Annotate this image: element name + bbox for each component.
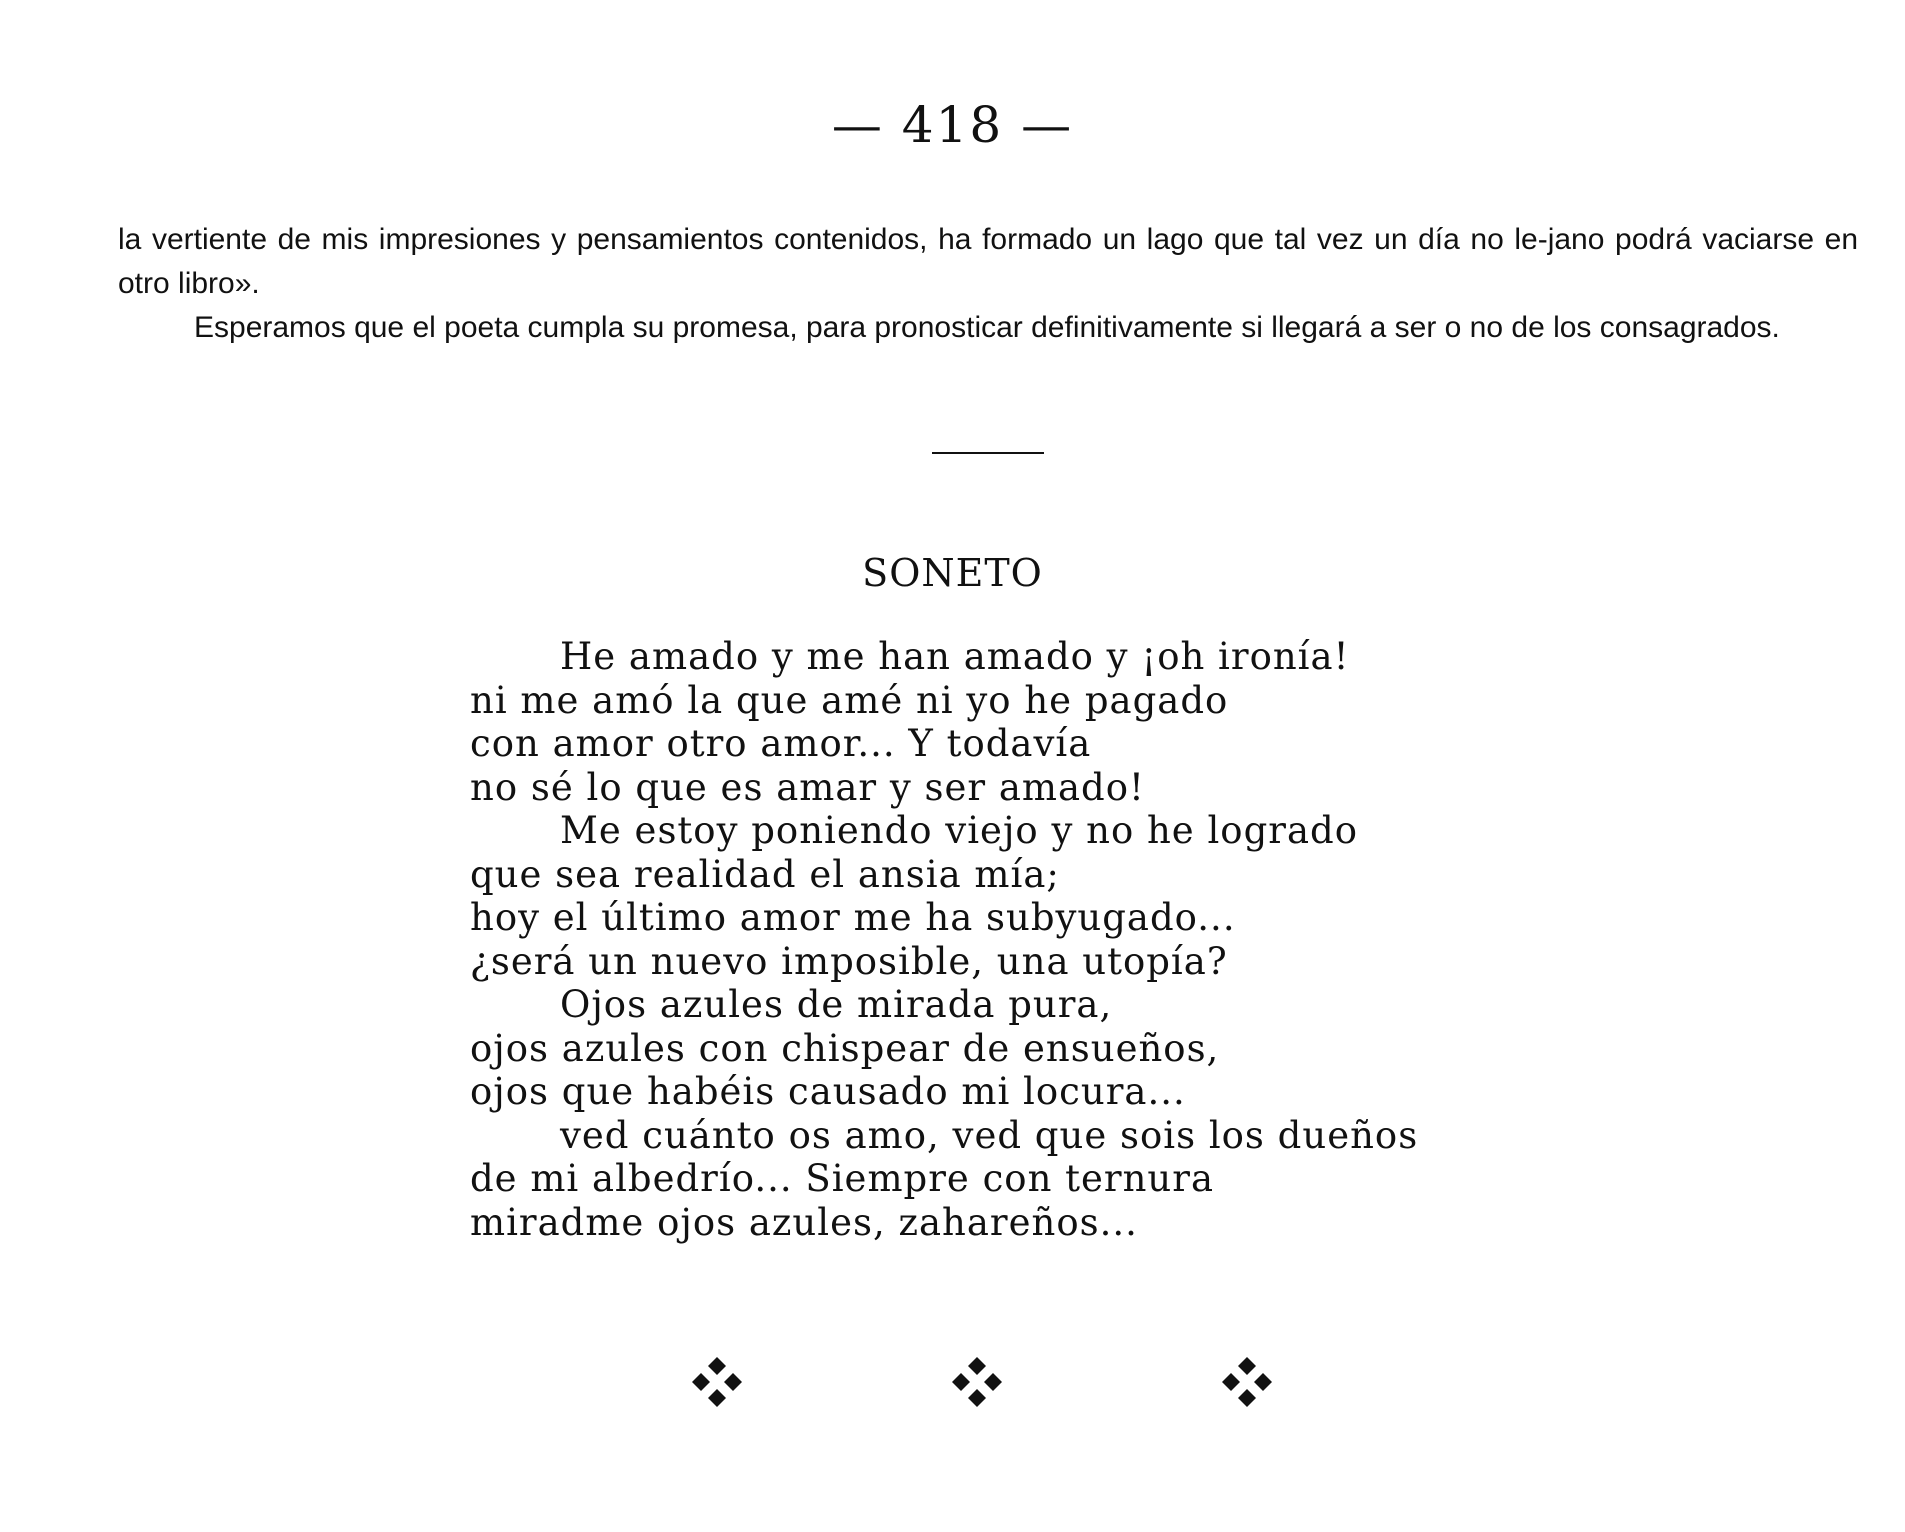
poem-line: miradme ojos azules, zahareños... — [470, 1200, 1138, 1244]
poem-line: que sea realidad el ansia mía; — [470, 852, 1060, 896]
poem-line: ni me amó la que amé ni yo he pagado — [470, 678, 1229, 722]
ornament-row — [0, 1355, 1905, 1415]
prose-paragraph: Esperamos que el poeta cumpla su promesa, para pronosticar definitivamente si llegará a ser o no de los consagrados. — [194, 311, 1780, 344]
four-diamond-fleuron-icon — [690, 1355, 744, 1409]
four-diamond-fleuron-icon — [1220, 1355, 1274, 1409]
four-diamond-fleuron-icon — [950, 1355, 1004, 1409]
poem-title: SONETO — [862, 551, 1043, 595]
prose-paragraph: la vertiente de mis impresiones y pensamientos contenidos, ha formado un lago que tal vez un día no le-jano podrá vaciarse en otro libro». — [118, 223, 1858, 300]
poem-line: ¿será un nuevo imposible, una utopía? — [470, 939, 1228, 983]
poem-line: hoy el último amor me ha subyugado... — [470, 896, 1236, 939]
poem-line: de mi albedrío... Siempre con ternura — [470, 1157, 1215, 1200]
poem-line: ved cuánto os amo, ved que sois los dueños — [560, 1113, 1419, 1157]
poem-body — [470, 635, 1520, 1244]
prose-section — [118, 218, 1858, 350]
poem-line: con amor otro amor... Y todavía — [470, 722, 1092, 765]
poem-line: Ojos azules de mirada pura, — [560, 983, 1113, 1026]
poem-line: no sé lo que es amar y ser amado! — [470, 765, 1145, 809]
poem-line: Me estoy poniendo viejo y no he logrado — [560, 809, 1358, 852]
poem-line: ojos azules con chispear de ensueños, — [470, 1026, 1220, 1070]
section-divider — [932, 452, 1044, 454]
page-number: — 418 — — [831, 96, 1074, 154]
poem-line: ojos que habéis causado mi locura... — [470, 1070, 1186, 1113]
poem-line: He amado y me han amado y ¡oh ironía! — [560, 635, 1350, 678]
